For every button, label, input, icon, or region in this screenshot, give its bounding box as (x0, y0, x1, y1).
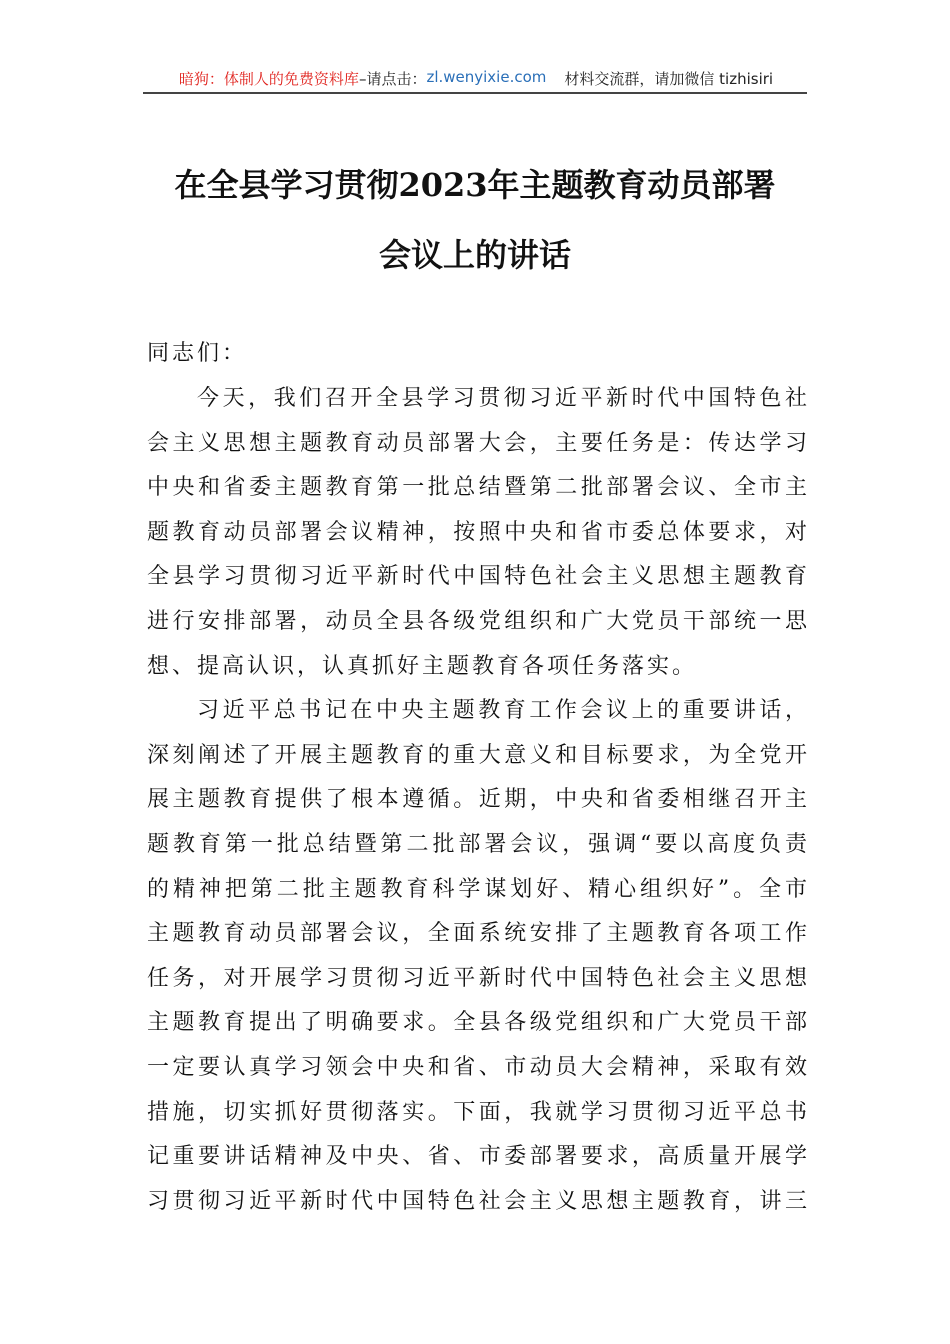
body-line: 题教育第一批总结暨第二批部署会议，强调“要以高度负责 (147, 832, 807, 857)
body-line: 进行安排部署，动员全县各级党组织和广大党员干部统一思 (147, 609, 807, 634)
doc-title-line-2: 会议上的讲话 (378, 236, 571, 274)
body-line: 主题教育动员部署会议，全面系统安排了主题教育各项工作 (147, 921, 807, 947)
body-line: 全县学习贯彻习近平新时代中国特色社会主义思想主题教育 (147, 564, 807, 590)
body-line: 题教育动员部署会议精神，按照中央和省市委总体要求，对 (147, 519, 807, 545)
body-line: 任务，对开展学习贯彻习近平新时代中国特色社会主义思想 (147, 965, 807, 991)
body-line: 深刻阐述了开展主题教育的重大意义和目标要求，为全党开 (147, 742, 807, 768)
page-header (145, 68, 807, 92)
body-line: 习近平总书记在中央主题教育工作会议上的重要讲话， (197, 698, 807, 724)
body-line: 习贯彻习近平新时代中国特色社会主义思想主题教育，讲三 (147, 1188, 807, 1214)
salutation: 同志们： (147, 341, 248, 366)
body-line: 一定要认真学习领会中央和省、市动员大会精神，采取有效 (147, 1055, 807, 1080)
body-line: 中央和省委主题教育第一批总结暨第二批部署会议、全市主 (147, 475, 807, 501)
header-promo: 暗狗：体制人的免费资料库 (178, 70, 359, 88)
body-line: 想、提高认识，认真抓好主题教育各项任务落实。 (147, 653, 698, 679)
body-line: 记重要讲话精神及中央、省、市委部署要求，高质量开展学 (147, 1144, 807, 1170)
body-line: 展主题教育提供了根本遵循。近期，中央和省委相继召开主 (147, 787, 807, 813)
body-line: 今天，我们召开全县学习贯彻习近平新时代中国特色社 (197, 386, 807, 411)
body-line: 措施，切实抓好贯彻落实。下面，我就学习贯彻习近平总书 (147, 1099, 807, 1125)
header-link[interactable]: zl.wenyixie.com (426, 68, 547, 86)
doc-title-line-1: 在全县学习贯彻2023年主题教育动员部署 (174, 166, 776, 204)
body-line: 主题教育提出了明确要求。全县各级党组织和广大党员干部 (147, 1010, 807, 1036)
body-line: 的精神把第二批主题教育科学谋划好、精心组织好”。全市 (147, 876, 807, 902)
header-prompt: –请点击： (358, 70, 427, 88)
header-contact: 材料交流群，请加微信 tizhisiri (564, 70, 774, 88)
header-rule (143, 92, 807, 94)
body-line: 会主义思想主题教育动员部署大会，主要任务是：传达学习 (147, 430, 807, 456)
